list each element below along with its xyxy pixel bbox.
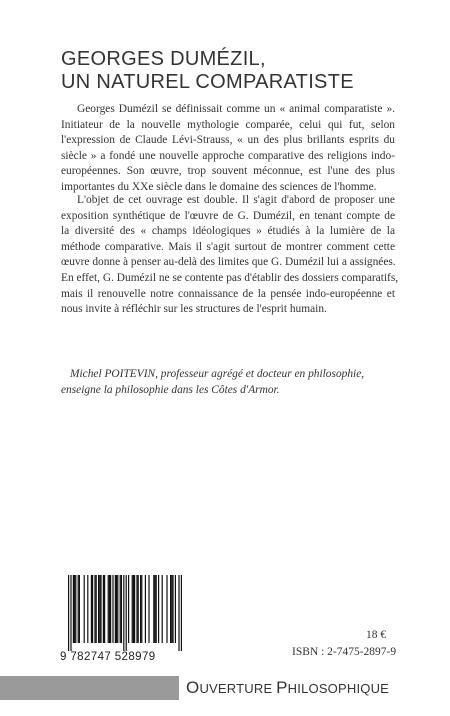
text-line: siècle » a fondé une nouvelle approche comparative des religions indo-	[61, 149, 395, 162]
barcode-bar	[94, 575, 95, 643]
barcode-bar	[171, 575, 172, 643]
text-line: L'objet de cet ouvrage est double. Il s'agit d'abord de proposer une	[77, 194, 395, 206]
barcode	[60, 573, 184, 666]
barcode-bar	[128, 575, 129, 643]
barcode-bar	[123, 575, 124, 651]
book-title	[61, 48, 421, 94]
text-line: exposition synthétique de l'œuvre de G. Dumézil, en tenant compte de	[61, 209, 395, 222]
isbn: ISBN : 2-7475-2897-9	[292, 646, 397, 658]
barcode-bar	[116, 575, 117, 643]
author-bio	[61, 367, 401, 398]
barcode-bar	[153, 575, 154, 643]
barcode-bar	[68, 575, 69, 651]
barcode-bar	[178, 575, 179, 651]
barcode-bar	[112, 575, 113, 643]
series-title	[186, 678, 389, 698]
barcode-bar	[87, 575, 88, 643]
barcode-bar	[109, 575, 110, 643]
barcode-bar	[175, 575, 176, 643]
series-initial-p: P	[276, 678, 288, 697]
barcode-bar	[121, 575, 122, 643]
barcode-digits: 9 782747 528979	[60, 651, 156, 663]
barcode-bar	[156, 575, 157, 643]
series-word-2: HILOSOPHIQUE	[287, 681, 390, 696]
barcode-bar	[100, 575, 101, 643]
barcode-bar	[79, 575, 80, 643]
text-line: nous invite à réfléchir sur les structures de l'esprit humain.	[61, 303, 327, 316]
barcode-bar	[133, 575, 134, 643]
barcode-bar	[120, 575, 121, 643]
barcode-bar	[158, 575, 159, 643]
author-line-2: enseigne la philosophie dans les Côtes d'Armor.	[61, 383, 280, 396]
price: 18 €	[366, 629, 387, 641]
text-line: l'expression de Claude Lévi-Strauss, « un des plus brillants esprits du	[61, 134, 395, 147]
text-line: méthode comparative. Mais il s'agit surtout de montrer comment cette	[61, 240, 395, 253]
barcode-bar	[145, 575, 146, 643]
barcode-bar	[154, 575, 155, 643]
barcode-bar	[110, 575, 111, 643]
barcode-bar	[74, 575, 75, 643]
blurb-paragraph-2	[61, 193, 399, 318]
barcode-bar	[75, 575, 76, 643]
text-line: Initiateur de la nouvelle mythologie comparée, celui qui fut, selon	[61, 118, 395, 131]
barcode-bar	[172, 575, 173, 643]
series-bar	[0, 676, 179, 700]
barcode-bars	[60, 573, 184, 653]
barcode-bar	[140, 575, 141, 643]
barcode-bar	[115, 575, 116, 643]
barcode-bar	[134, 575, 135, 643]
barcode-bar	[99, 575, 100, 643]
barcode-bar	[70, 575, 71, 651]
series-word-1: UVERTURE	[199, 681, 277, 696]
barcode-bar	[126, 575, 127, 651]
barcode-bar	[103, 575, 104, 643]
barcode-bar	[170, 575, 171, 643]
text-line: européennes. Son œuvre, trop souvent méconnue, est l'une des plus	[61, 165, 395, 178]
barcode-bar	[117, 575, 118, 643]
text-line: importantes du XXe siècle dans le domaine des sciences de l'homme.	[61, 180, 377, 193]
barcode-bar	[132, 575, 133, 643]
barcode-bar	[148, 575, 149, 643]
barcode-bar	[136, 575, 137, 643]
barcode-bar	[162, 575, 163, 643]
barcode-bar	[78, 575, 79, 643]
text-line: mais il renouvelle notre connaissance de la pensée indo-européenne et	[61, 287, 395, 300]
barcode-bar	[73, 575, 74, 643]
barcode-bar	[92, 575, 93, 643]
barcode-bar	[141, 575, 142, 643]
barcode-bar	[96, 575, 97, 643]
blurb-paragraph-1	[61, 102, 395, 196]
barcode-bar	[181, 575, 182, 651]
barcode-bar	[138, 575, 139, 643]
title-line-2: UN NATUREL COMPARATISTE	[61, 71, 354, 93]
text-line: la diversité des « champs idéologiques » étudiés à la lumière de la	[61, 225, 395, 238]
title-line-1: GEORGES DUMÉZIL,	[61, 48, 266, 70]
series-initial-o: O	[186, 678, 200, 697]
text-line: œuvre donne à penser au-delà des limites que G. Dumézil lui a assignées.	[61, 256, 396, 269]
barcode-bar	[98, 575, 99, 643]
barcode-bar	[108, 575, 109, 643]
barcode-bar	[91, 575, 92, 643]
text-line: Georges Dumézil se définissait comme un « animal comparatiste ».	[77, 103, 395, 115]
barcode-bar	[104, 575, 105, 643]
author-line-1: Michel POITEVIN, professeur agrégé et docteur en philosophie,	[70, 368, 365, 380]
barcode-bar	[166, 575, 167, 643]
barcode-bar	[84, 575, 85, 643]
text-line: En effet, G. Dumézil ne se contente pas d'établir des dossiers comparatifs,	[61, 271, 399, 284]
